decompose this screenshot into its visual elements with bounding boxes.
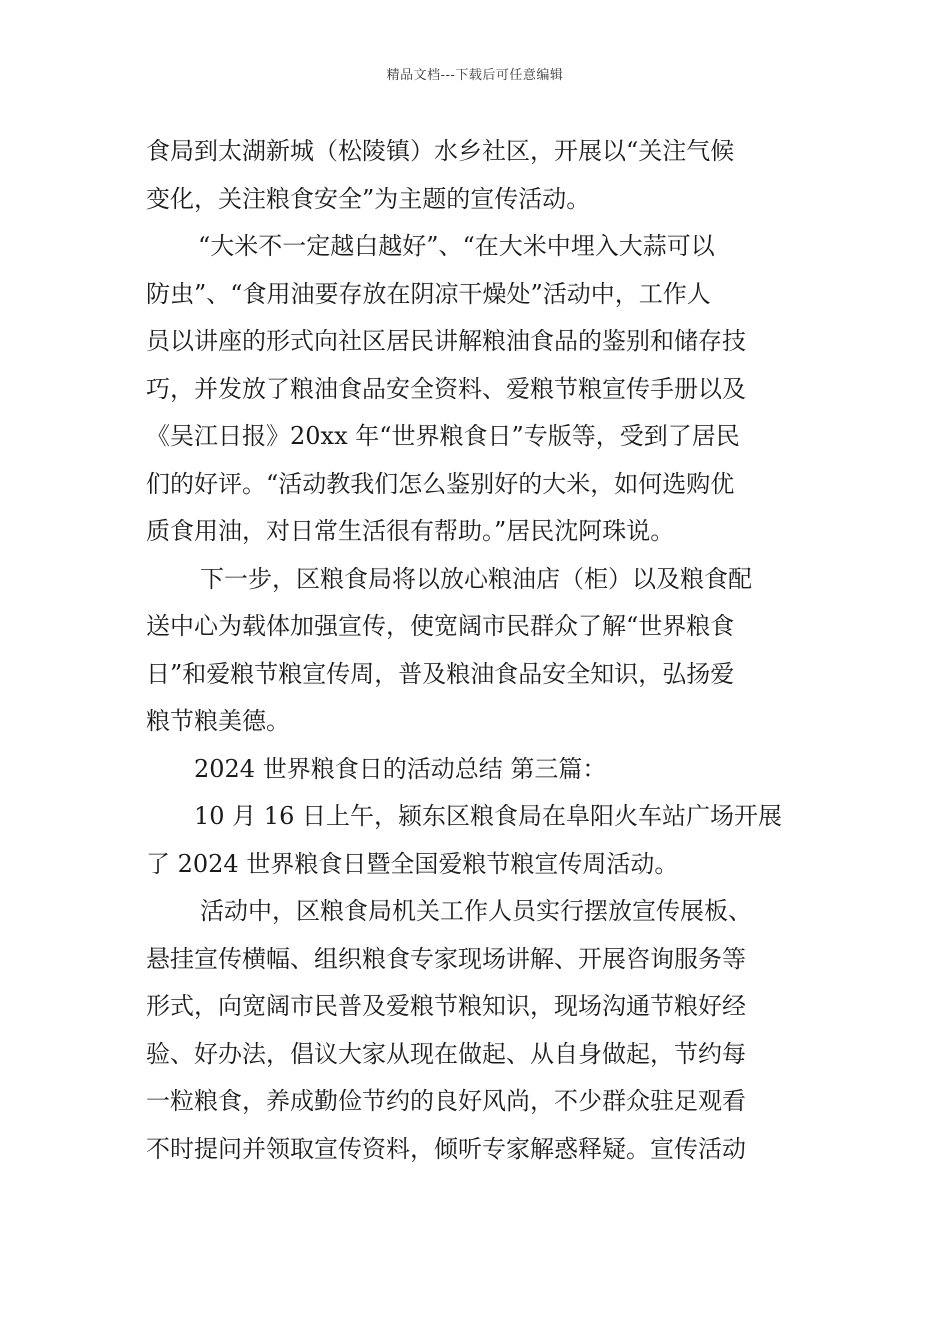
text-line: 送中心为载体加强宣传，使宽阔市民群众了解“世界粮食 xyxy=(146,612,735,640)
text-line: 质食用油，对日常生活很有帮助。”居民沈阿珠说。 xyxy=(146,517,675,545)
text-line: 食局到太湖新城（松陵镇）水乡社区，开展以“关注气候 xyxy=(146,137,735,165)
paragraph-start-line: 下一步，区粮食局将以放心粮油店（柜）以及粮食配 xyxy=(200,564,752,593)
paragraph-start-line: 活动中，区粮食局机关工作人员实行摆放宣传展板、 xyxy=(200,897,752,925)
text-line: 防虫”、“食用油要存放在阴凉干燥处”活动中，工作人 xyxy=(146,279,711,308)
text-line: 不时提问并领取宣传资料，倾听专家解惑释疑。宣传活动 xyxy=(146,1134,746,1163)
text-line: 验、好办法，倡议大家从现在做起、从自身做起，节约每 xyxy=(146,1039,746,1068)
text-line: 日”和爱粮节粮宣传周，普及粮油食品安全知识，弘扬爱 xyxy=(146,659,735,688)
section-heading: 2024 世界粮食日的活动总结 第三篇： xyxy=(194,754,607,783)
text-line: 《吴江日报》20xx 年“世界粮食日”专版等，受到了居民 xyxy=(146,422,740,450)
body-text xyxy=(146,128,810,1173)
text-line: 员以讲座的形式向社区居民讲解粮油食品的鉴别和储存技 xyxy=(146,327,746,355)
paragraph-start-line: “大米不一定越白越好”、“在大米中埋入大蒜可以 xyxy=(198,232,715,260)
page-header: 精品文档---下载后可任意编辑 xyxy=(386,68,564,83)
text-line: 变化，关注粮食安全”为主题的宣传活动。 xyxy=(146,184,591,213)
text-line: 们的好评。“活动教我们怎么鉴别好的大米，如何选购优 xyxy=(146,469,735,498)
text-line: 一粒粮食，养成勤俭节约的良好风尚，不少群众驻足观看 xyxy=(146,1087,746,1115)
text-line: 粮节粮美德。 xyxy=(146,707,290,735)
text-line: 悬挂宣传横幅、组织粮食专家现场讲解、开展咨询服务等 xyxy=(146,944,746,973)
text-line: 了 2024 世界粮食日暨全国爱粮节粮宣传周活动。 xyxy=(146,849,679,878)
text-line: 巧，并发放了粮油食品安全资料、爱粮节粮宣传手册以及 xyxy=(146,374,746,403)
text-line: 形式，向宽阔市民普及爱粮节粮知识，现场沟通节粮好经 xyxy=(146,992,746,1020)
paragraph-start-line: 10 月 16 日上午，颍东区粮食局在阜阳火车站广场开展 xyxy=(194,802,782,830)
